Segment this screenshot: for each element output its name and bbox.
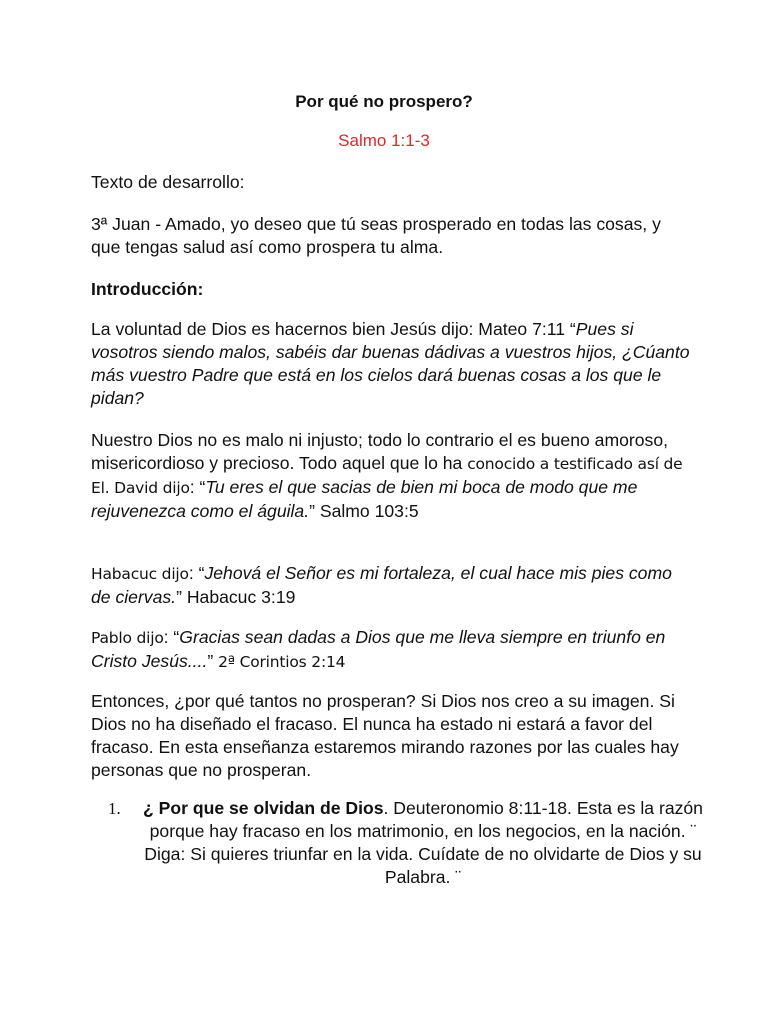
- texto-label: Texto de desarrollo:: [91, 172, 245, 192]
- p2-mid: : “: [189, 477, 206, 497]
- paragraph-entonces: Entonces, ¿por qué tantos no prosperan? Si Dios nos creo a su imagen. Si Dios no ha diseñado el fracaso. El nunca ha estado ni estará a favor del fracaso. En esta enseñanza estaremos mirando razones por las cuales hay personas que no prosperan.: [91, 691, 679, 780]
- paragraph-habacuc: [91, 562, 691, 609]
- p2-quote: Tu eres el que sacias de bien mi boca de modo que me rejuvenezca como el águila.: [91, 477, 638, 521]
- p1-quote: Pues si vosotros siendo malos, sabéis dar buenas dádivas a vuestros hijos, ¿Cúanto más vuestro Padre que está en los cielos dará buenas cosas a los que le pidan?: [91, 319, 690, 408]
- p4-mid: : “: [163, 627, 180, 647]
- p2-cond: conocido a testificado así de El. David dijo: [91, 455, 683, 497]
- paragraph-voluntad: [91, 318, 691, 410]
- page-title: Por qué no prospero?: [295, 92, 473, 111]
- p2-lead: Nuestro Dios no es malo ni injusto; todo lo contrario el es bueno amoroso, misericordioso y precioso. Todo aquel que lo ha: [91, 430, 668, 473]
- p4-cond: Pablo dijo: [91, 629, 164, 647]
- p4-quote: Gracias sean dadas a Dios que me lleva siempre en triunfo en Cristo Jesús....: [91, 627, 666, 671]
- p2-tail: ” Salmo 103:5: [309, 501, 419, 521]
- p4-tail: ”: [207, 651, 219, 671]
- intro-heading: Introducción:: [91, 279, 204, 299]
- list-item-body: [138, 797, 708, 889]
- p3-tail: ” Habacuc 3:19: [176, 587, 296, 607]
- texto-body: 3ª Juan - Amado, yo deseo que tú seas prosperado en todas las cosas, y que tengas salud así como prospera tu alma.: [91, 214, 661, 257]
- list-item: [108, 797, 708, 889]
- p3-mid: : “: [188, 563, 205, 583]
- p3-cond: Habacuc dijo: [91, 565, 189, 583]
- list-item-rest: . Deuteronomio 8:11-18. Esta es la razón porque hay fracaso en los matrimonio, en los negocios, en la nación. ¨ Diga: Si quieres triunfar en la vida. Cuídate de no olvidarte de Dios y su Palabra. ¨: [144, 798, 703, 887]
- paragraph-pablo: [91, 626, 691, 674]
- p3-quote: Jehová el Señor es mi fortaleza, el cual hace mis pies como de ciervas.: [91, 563, 672, 607]
- p1-lead: La voluntad de Dios es hacernos bien Jesús dijo: Mateo 7:11 “: [91, 319, 576, 339]
- scripture-subtitle: Salmo 1:1-3: [338, 131, 430, 150]
- paragraph-nuestro-dios: [91, 429, 691, 523]
- reasons-list: [108, 797, 708, 889]
- p4-tail-ref: 2ª Corintios 2:14: [218, 653, 346, 671]
- list-item-bold: ¿ Por que se olvidan de Dios: [143, 798, 384, 818]
- list-item-number: 1.: [108, 799, 121, 818]
